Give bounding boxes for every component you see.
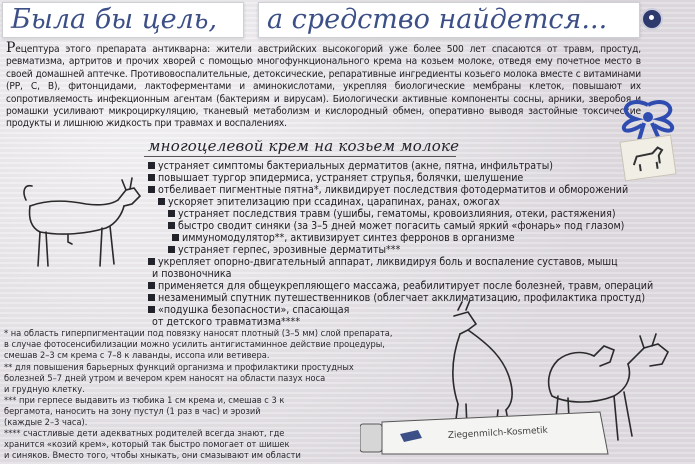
- property-item: «подушка безопасности», спасающая: [148, 304, 349, 316]
- property-item: ускоряет эпителизацию при ссадинах, царапинах, ранах, ожогах: [158, 196, 500, 208]
- cream-tube-icon: [360, 404, 610, 464]
- property-item: применяется для общеукрепляющего массажа, реабилитирует после болезней, травм, операций: [148, 280, 653, 292]
- property-item: устраняет герпес, эрозивные дерматиты***: [168, 244, 400, 256]
- drop-letter: Р: [6, 40, 16, 56]
- footnote-line: смешав 2–3 см крема с 7–8 к лаванды, иссопа или ветивера.: [4, 350, 270, 361]
- title-band: [0, 0, 695, 38]
- goat-illustration-icon: [6, 170, 151, 290]
- product-heading: многоцелевой крем на козьем молоке: [148, 137, 460, 155]
- footnote-line: и синяков. Вместо того, чтобы хныкать, они смазывают им области: [4, 450, 301, 461]
- footnote-line: ** для повышения барьерных функций организма и профилактики простудных: [4, 362, 354, 373]
- footnote-line: болезней 5–7 дней утром и вечером крем наносят на области пазух носа: [4, 373, 326, 384]
- tube-label: Ziegenmilch-Kosmetik: [447, 425, 549, 441]
- property-item-continuation: от детского травматизма****: [152, 316, 301, 328]
- title-box-left: [2, 2, 244, 38]
- property-item: отбеливает пигментные пятна*, ликвидирует последствия фотодерматитов и обморожений: [148, 184, 628, 196]
- heading-underline: [144, 156, 456, 157]
- title-left: Была бы цель,: [11, 4, 218, 35]
- footnote-line: и грудную клетку.: [4, 384, 85, 395]
- goat-tag-icon: [619, 135, 676, 182]
- property-item: устраняет симптомы бактериальных дерматитов (акне, пятна, инфильтраты): [148, 160, 553, 172]
- property-item: повышает тургор эпидермиса, устраняет струпья, болячки, шелушение: [148, 172, 523, 184]
- title-right: а средство найдется...: [267, 4, 608, 35]
- footnote-line: **** счастливые дети адекватных родителей всегда знают, где: [4, 428, 285, 439]
- intro-text: ецептура этого препарата антикварна: жители австрийских высокогорий уже более 500 лет спасаются от травм, простуд, ревматизма, артритов и прочих хворей с помощью многофункционального крема на козьем молоке, отведя ему почетное место в своей домашней аптечке. Противовоспалительные, детоксические, репаративные ингредиенты козьего молока вместе с витаминами (РР, С, В), фитонцидами, лактоферментами и аминокислотами, укрепляя биологические мембраны клеток, повышают их сопротивляемость инфекционным агентам (бактериям и вирусам). Биологически активные компоненты сосны, арники, зверобоя и ромашки усиливают микроциркуляцию, тканевый метаболизм и кислородный обмен, оперативно выводя застойные токсические продукты и лишнюю жидкость при травмах и воспалениях.: [6, 44, 641, 130]
- property-item: укрепляет опорно-двигательный аппарат, ликвидируя боль и воспаление суставов, мышц: [148, 256, 618, 268]
- footnote-line: (каждые 2–3 часа).: [4, 417, 88, 428]
- title-box-right: [258, 2, 640, 38]
- footnote-line: в случае фотосенсибилизации можно усилить антигистаминное действие процедуры,: [4, 339, 385, 350]
- footnote-line: * на область гиперпигментации под повязку наносят плотный (3–5 мм) слой препарата,: [4, 328, 393, 339]
- property-item: устраняет последствия травм (ушибы, гематомы, кровоизлияния, отеки, растяжения): [168, 208, 616, 220]
- property-item-continuation: и позвоночника: [152, 268, 232, 280]
- property-item: иммуномодулятор**, активизирует синтез ферронов в организме: [172, 232, 515, 244]
- footnote-line: бергамота, наносить на зону пустул (1 раз в час) и эрозий: [4, 406, 261, 417]
- property-item: незаменимый спутник путешественников (облегчает акклиматизацию, профилактика простуд): [148, 292, 645, 304]
- footnote-line: *** при герпесе выдавить из тюбика 1 см крема и, смешав с 3 к: [4, 395, 285, 406]
- round-emblem-icon: [641, 8, 663, 30]
- property-item: быстро сводит синяки (за 3–5 дней может погасить самый яркий «фонарь» под глазом): [168, 220, 624, 232]
- intro-paragraph: [6, 42, 641, 131]
- footnote-line: хранится «козий крем», который так быстро помогает от шишек: [4, 439, 290, 450]
